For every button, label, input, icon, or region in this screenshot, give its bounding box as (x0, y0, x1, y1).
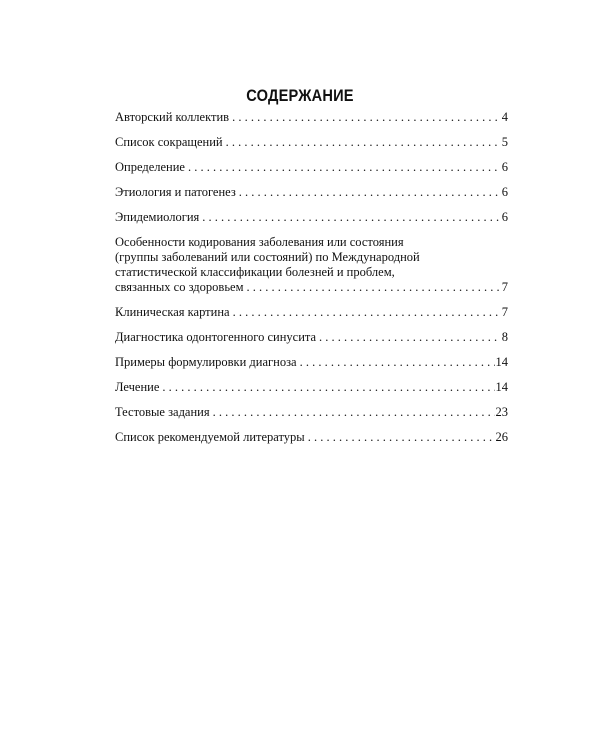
toc-entry (115, 235, 508, 295)
toc-entry-last-line (115, 210, 508, 225)
toc-entry (115, 330, 508, 345)
toc-entry-last-line (115, 280, 508, 295)
toc-entry-last-line (115, 185, 508, 200)
toc-entry (115, 185, 508, 200)
dot-leader (308, 430, 495, 445)
toc-page-number: 5 (501, 135, 508, 149)
toc-page-number: 14 (495, 380, 508, 394)
toc-entry-label: Клиническая картина (115, 305, 230, 319)
dot-leader (202, 210, 500, 225)
toc-entry (115, 305, 508, 320)
toc-entry-label: Тестовые задания (115, 405, 210, 419)
toc-entry-last-line (115, 430, 508, 445)
dot-leader (188, 160, 501, 175)
toc-entry-last-line (115, 355, 508, 370)
toc-entry-last-line (115, 330, 508, 345)
toc-entry (115, 380, 508, 395)
toc-entry-last-line (115, 110, 508, 125)
toc-entry-label: связанных со здоровьем (115, 280, 244, 294)
toc-page-number: 14 (495, 355, 508, 369)
toc-page-number: 7 (501, 305, 508, 319)
toc-entry-label: Авторский коллектив (115, 110, 230, 124)
toc-entry-last-line (115, 380, 508, 395)
dot-leader (232, 110, 501, 125)
dot-leader (239, 185, 501, 200)
toc-page-number: 6 (501, 185, 508, 199)
toc-page-number: 23 (495, 405, 508, 419)
table-of-contents (115, 110, 508, 455)
toc-entry-label: Этиология и патогенез (115, 185, 236, 199)
dot-leader (246, 280, 500, 295)
toc-entry (115, 430, 508, 445)
toc-entry-line: Особенности кодирования заболевания или состояния (115, 235, 404, 249)
toc-entry-label: Эпидемиология (115, 210, 200, 224)
toc-entry-last-line (115, 405, 508, 420)
dot-leader (162, 380, 494, 395)
toc-entry (115, 160, 508, 175)
toc-page-number: 6 (501, 210, 508, 224)
dot-leader (319, 330, 501, 345)
dot-leader (233, 305, 501, 320)
toc-entry (115, 405, 508, 420)
toc-title: СОДЕРЖАНИЕ (246, 86, 354, 105)
toc-page-number: 8 (501, 330, 508, 344)
toc-page-number: 26 (495, 430, 508, 444)
dot-leader (213, 405, 495, 420)
toc-entry-last-line (115, 160, 508, 175)
toc-entry-line: (группы заболеваний или состояний) по Международной (115, 250, 420, 264)
toc-entry (115, 210, 508, 225)
toc-entry-label: Лечение (115, 380, 160, 394)
toc-entry-label: Список сокращений (115, 135, 223, 149)
toc-entry (115, 355, 508, 370)
toc-entry-label: Диагностика одонтогенного синусита (115, 330, 317, 344)
toc-page-number: 6 (501, 160, 508, 174)
toc-entry-line: статистической классификации болезней и проблем, (115, 265, 395, 279)
toc-entry-last-line (115, 135, 508, 150)
toc-entry (115, 110, 508, 125)
toc-page-number: 4 (501, 110, 508, 124)
toc-page-number: 7 (501, 280, 508, 294)
dot-leader (226, 135, 501, 150)
toc-entry-label: Список рекомендуемой литературы (115, 430, 305, 444)
toc-entry (115, 135, 508, 150)
toc-entry-last-line (115, 305, 508, 320)
toc-entry-label: Примеры формулировки диагноза (115, 355, 297, 369)
dot-leader (300, 355, 495, 370)
toc-entry-label: Определение (115, 160, 185, 174)
